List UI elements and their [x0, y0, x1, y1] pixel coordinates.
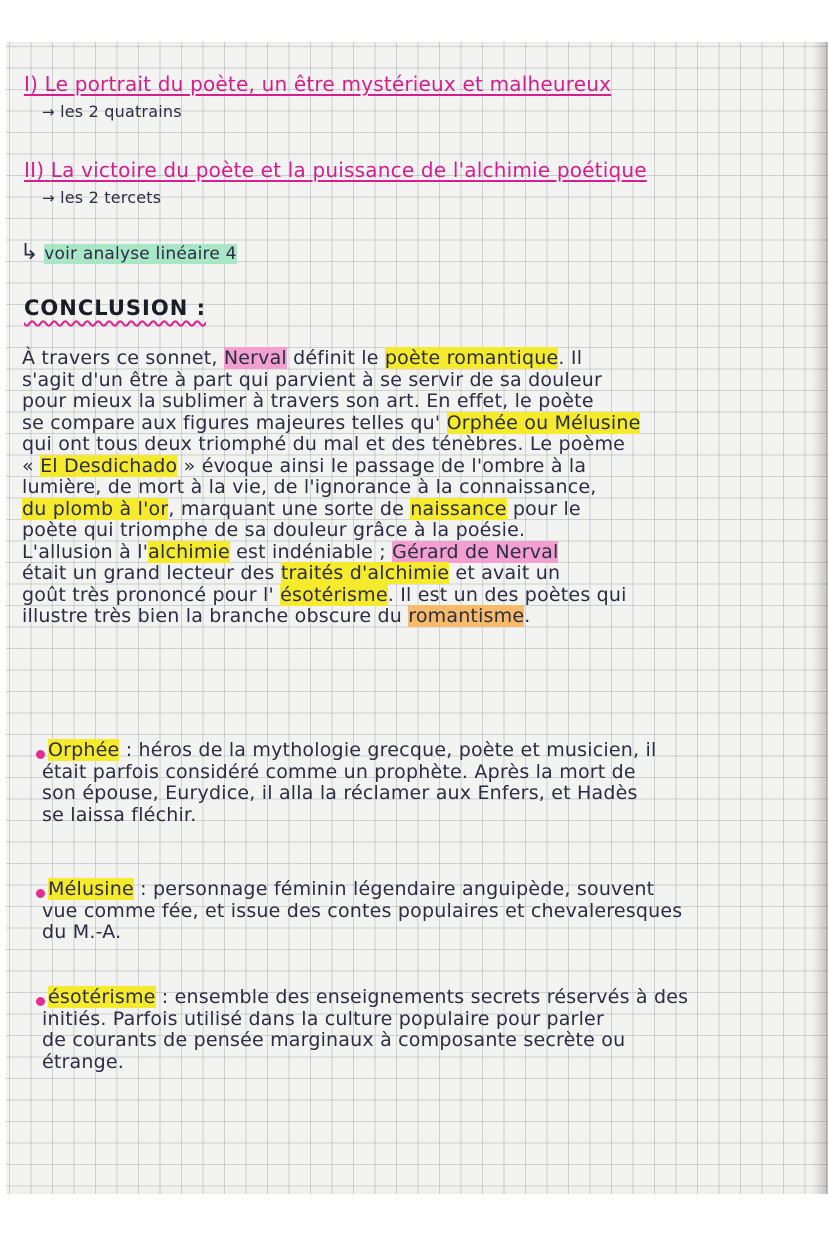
definition-orphee-line-4: se laissa fléchir. — [42, 803, 197, 826]
bullet-icon — [36, 750, 45, 759]
highlight-gerard-de-nerval: Gérard de Nerval — [392, 540, 559, 563]
text-run: héros de la mythologie grecque, poète et musicien, il — [138, 739, 657, 761]
definition-orphee-line-3: son épouse, Eurydice, il alla la réclamer aux Enfers, et Hadès — [42, 782, 638, 804]
conclusion-line-8 — [22, 499, 581, 521]
text-run: définit le — [286, 347, 385, 369]
conclusion-line-12 — [22, 585, 627, 607]
conclusion-line-4 — [22, 413, 640, 435]
text-run: pour le — [506, 497, 581, 520]
section-2-title: La victoire du poète et la puissance de l'alchimie poétique — [50, 158, 647, 182]
definition-esoterisme-line-1 — [48, 987, 688, 1009]
conclusion-line-5 — [22, 434, 625, 456]
text-run: . — [524, 605, 531, 627]
text-run: et avait un — [449, 562, 561, 584]
conclusion-line-10 — [22, 542, 558, 564]
text-run: L'allusion à l' — [22, 540, 149, 563]
bullet-icon — [36, 889, 45, 898]
text-run: goût très prononcé pour l' — [22, 583, 281, 606]
text-run: pour mieux la sublimer à travers son art. En effet, le poète — [22, 390, 594, 412]
section-2-note: les 2 tercets — [60, 188, 162, 207]
highlight-poete-romantique: poète romantique — [384, 347, 559, 369]
definition-esoterisme-line-3: de courants de pensée marginaux à composante secrète ou — [42, 1029, 626, 1051]
conclusion-line-9 — [22, 520, 525, 542]
conclusion-line-11 — [22, 563, 560, 585]
text-run: qui ont tous deux triomphé du mal et des ténèbres. Le poème — [22, 433, 626, 455]
text-run: était un grand lecteur des — [22, 562, 281, 584]
highlight-traites-alchimie: traités d'alchimie — [280, 562, 450, 584]
conclusion-line-2 — [22, 370, 602, 392]
reference-line — [20, 240, 237, 265]
text-run: » évoque ainsi le passage de l'ombre à la — [177, 454, 587, 477]
arrow-return-icon: ↳ — [20, 240, 39, 265]
highlight-alchimie: alchimie — [148, 540, 230, 563]
definition-melusine-line-3: du M.-A. — [42, 921, 122, 943]
text-run: se compare aux figures majeures telles qu' — [22, 411, 447, 434]
text-run: : — [155, 986, 175, 1008]
conclusion-line-13 — [22, 606, 531, 628]
section-2-note-line — [42, 188, 161, 207]
text-run: , marquant une sorte de — [168, 497, 411, 520]
text-run: : — [133, 878, 154, 900]
page-edge-shadow — [812, 42, 828, 1194]
text-run: À travers ce sonnet, — [22, 347, 224, 369]
highlight-el-desdichado: El Desdichado — [40, 454, 178, 477]
section-1-note: les 2 quatrains — [60, 102, 182, 121]
definition-esoterisme-line-2: initiés. Parfois utilisé dans la culture populaire pour parler — [42, 1007, 604, 1030]
arrow-right-icon: → — [42, 103, 55, 121]
highlight-esoterisme: ésotérisme — [280, 583, 388, 606]
reference-text: voir analyse linéaire 4 — [44, 244, 237, 264]
definition-term-orphee: Orphée — [48, 739, 120, 761]
conclusion-heading: CONCLUSION : — [24, 296, 207, 320]
highlight-plomb-or: du plomb à l'or — [22, 497, 169, 520]
conclusion-line-6 — [22, 456, 586, 478]
notebook-page — [6, 42, 828, 1194]
text-run: « — [22, 454, 41, 477]
highlight-orphee-melusine: Orphée ou Mélusine — [446, 411, 641, 434]
text-run: : — [119, 739, 139, 761]
section-2-title-line — [24, 158, 647, 182]
text-run: est indéniable ; — [229, 540, 393, 563]
text-run: illustre très bien la branche obscure du — [22, 605, 409, 627]
text-run: . Il est un des poètes qui — [387, 583, 627, 606]
definition-melusine-line-1 — [48, 879, 654, 901]
text-run: s'agit d'un être à part qui parvient à se servir de sa douleur — [22, 368, 603, 391]
text-run: personnage féminin légendaire anguipède, souvent — [153, 878, 655, 900]
section-1-title: Le portrait du poète, un être mystérieux et malheureux — [44, 72, 612, 96]
highlight-naissance: naissance — [410, 497, 507, 520]
conclusion-line-1 — [22, 348, 582, 370]
section-1-note-line — [42, 102, 182, 121]
bullet-icon — [36, 997, 45, 1006]
text-run: ensemble des enseignements secrets réservés à des — [174, 986, 689, 1008]
definition-term-esoterisme: ésotérisme — [48, 986, 156, 1008]
definition-orphee-line-2: était parfois considéré comme un prophète. Après la mort de — [42, 760, 636, 783]
definition-melusine-line-2: vue comme fée, et issue des contes populaires et chevaleresques — [42, 899, 683, 922]
definition-esoterisme-line-4: étrange. — [42, 1050, 125, 1073]
text-run: lumière, de mort à la vie, de l'ignorance à la connaissance, — [22, 476, 597, 498]
text-run: . Il — [558, 347, 583, 369]
conclusion-line-7 — [22, 477, 596, 499]
section-1-number: I) — [24, 72, 39, 96]
highlight-nerval: Nerval — [223, 347, 287, 369]
section-1-title-line — [24, 72, 611, 96]
text-run: poète qui triomphe de sa douleur grâce à la poésie. — [22, 519, 526, 541]
arrow-right-icon: → — [42, 189, 55, 207]
definition-term-melusine: Mélusine — [48, 878, 134, 900]
highlight-romantisme: romantisme — [408, 605, 525, 627]
section-2-number: II) — [24, 158, 45, 182]
conclusion-line-3 — [22, 391, 594, 413]
definition-orphee-line-1 — [48, 740, 656, 762]
